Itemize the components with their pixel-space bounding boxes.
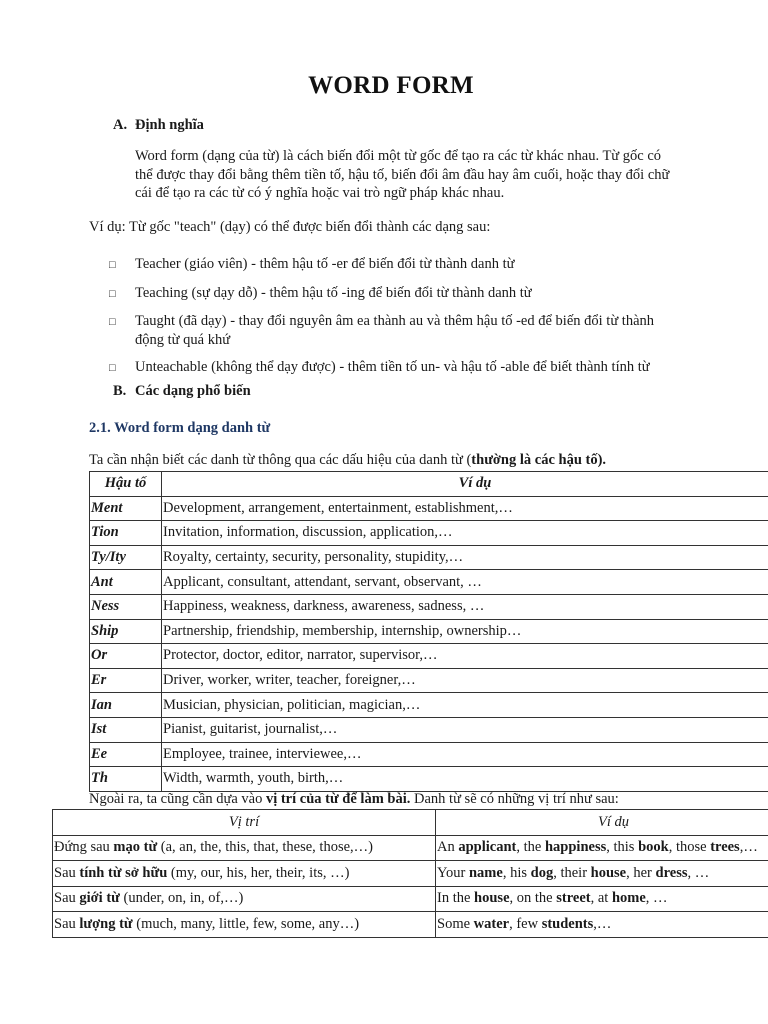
- text-segment: An: [437, 839, 459, 856]
- example-cell: Invitation, information, discussion, application,…: [162, 521, 768, 546]
- table-row: [90, 693, 768, 718]
- definition-line: Word form (dạng của từ) là cách biến đổi một từ gốc để tạo ra các từ khác nhau. Từ gốc có: [135, 148, 662, 164]
- example-cell: Applicant, consultant, attendant, servant, observant, …: [162, 570, 768, 595]
- table-row: [90, 521, 768, 546]
- example-cell: Partnership, friendship, membership, internship, ownership…: [162, 619, 768, 644]
- text-segment: Đứng sau: [54, 839, 114, 856]
- bold-segment: tính từ sở hữu: [79, 864, 168, 881]
- example-cell: [436, 886, 768, 912]
- text-segment: ,…: [739, 839, 758, 856]
- table-row: [90, 594, 768, 619]
- example-cell: Musician, physician, politician, magician,…: [162, 693, 768, 718]
- suffix-cell: Ist: [90, 717, 162, 742]
- section-a-letter: A.: [113, 117, 128, 133]
- table-row: [90, 619, 768, 644]
- bullet-list: [109, 255, 749, 378]
- section-b-title: Các dạng phổ biến: [135, 383, 251, 399]
- position-cell: [53, 861, 436, 887]
- text-segment: Sau: [54, 890, 80, 907]
- subsection-heading: 2.1. Word form dạng danh từ: [89, 420, 271, 436]
- text-segment: ,…: [593, 915, 612, 932]
- text-segment: , their: [553, 864, 591, 881]
- position-intro: [89, 791, 619, 808]
- suffix-cell: Or: [90, 644, 162, 669]
- text-segment: , this: [606, 839, 639, 856]
- position-intro-bold: vị trí của từ để làm bài.: [265, 791, 411, 807]
- suffix-cell: Ty/Ity: [90, 545, 162, 570]
- bold-segment: dress: [655, 864, 688, 881]
- text-segment: , her: [626, 864, 656, 881]
- text-segment: (my, our, his, her, their, its, …): [167, 864, 350, 881]
- example-cell: Development, arrangement, entertainment, establishment,…: [162, 496, 768, 521]
- example-cell: Driver, worker, writer, teacher, foreigner,…: [162, 668, 768, 693]
- text-segment: Sau: [54, 915, 80, 932]
- table-row: [90, 717, 768, 742]
- example-cell: Protector, doctor, editor, narrator, supervisor,…: [162, 644, 768, 669]
- example-cell: Royalty, certainty, security, personality, stupidity,…: [162, 545, 768, 570]
- text-segment: , on the: [509, 890, 557, 907]
- definition-paragraph: [135, 147, 669, 203]
- suffix-cell: Ee: [90, 742, 162, 767]
- position-cell: [53, 912, 436, 938]
- table-row: [90, 545, 768, 570]
- bold-segment: giới từ: [79, 890, 120, 907]
- suffix-cell: Ian: [90, 693, 162, 718]
- table-row: [90, 742, 768, 767]
- column-header: Hậu tố: [90, 472, 162, 497]
- bold-segment: dog: [530, 864, 554, 881]
- text-segment: , the: [516, 839, 545, 856]
- text-segment: , …: [687, 864, 710, 881]
- checkbox-bullet-icon: □: [109, 259, 116, 271]
- example-cell: [436, 912, 768, 938]
- list-item: [109, 358, 749, 378]
- bold-segment: mạo từ: [113, 839, 158, 856]
- text-segment: , few: [509, 915, 542, 932]
- column-header: Ví dụ: [162, 472, 768, 497]
- example-cell: [436, 861, 768, 887]
- suffix-cell: Tion: [90, 521, 162, 546]
- example-cell: Happiness, weakness, darkness, awareness, sadness, …: [162, 594, 768, 619]
- section-a-heading: [113, 117, 204, 134]
- text-segment: In the: [437, 890, 475, 907]
- list-item: [109, 255, 749, 275]
- example-cell: Width, warmth, youth, birth,…: [162, 767, 768, 792]
- bold-segment: water: [473, 915, 510, 932]
- table-row: [90, 767, 768, 792]
- table-row: [90, 668, 768, 693]
- position-table: [52, 809, 768, 938]
- text-segment: , …: [645, 890, 668, 907]
- bold-segment: name: [468, 864, 503, 881]
- position-cell: [53, 835, 436, 861]
- page-title: WORD FORM: [308, 72, 474, 99]
- bold-segment: street: [556, 890, 591, 907]
- example-cell: Employee, trainee, interviewee,…: [162, 742, 768, 767]
- column-header: Vị trí: [53, 810, 436, 836]
- text-segment: (a, an, the, this, that, these, those,…): [157, 839, 373, 856]
- list-item: [109, 284, 749, 304]
- definition-line: thể được thay đổi bằng thêm tiền tố, hậu tố, biến đổi âm đầu hay âm cuối, hoặc thay đổi chữ: [135, 166, 670, 183]
- example-cell: Pianist, guitarist, journalist,…: [162, 717, 768, 742]
- bullet-text: Teacher (giáo viên) - thêm hậu tố -er để biến đổi từ thành danh từ: [135, 256, 515, 272]
- table-row: [53, 912, 768, 938]
- position-intro-text: Ngoài ra, ta cũng cần dựa vào: [89, 791, 266, 807]
- suffix-cell: Ness: [90, 594, 162, 619]
- checkbox-bullet-icon: □: [109, 316, 116, 328]
- bold-segment: applicant: [458, 839, 517, 856]
- bold-segment: home: [611, 890, 646, 907]
- bold-segment: happiness: [544, 839, 607, 856]
- bold-segment: house: [590, 864, 627, 881]
- text-segment: Your: [437, 864, 469, 881]
- table-header-row: [53, 810, 768, 836]
- table-row: [90, 644, 768, 669]
- noun-intro: [89, 452, 606, 469]
- bullet-text: Taught (đã dạy) - thay đổi nguyên âm ea thành au và thêm hậu tố -ed để biến đổi từ thành: [135, 313, 655, 329]
- bold-segment: students: [541, 915, 594, 932]
- list-item: [109, 312, 749, 349]
- example-cell: [436, 835, 768, 861]
- text-segment: (under, on, in, of,…): [119, 890, 244, 907]
- position-cell: [53, 886, 436, 912]
- section-b-letter: B.: [113, 383, 127, 399]
- table-row: [53, 886, 768, 912]
- bold-segment: lượng từ: [79, 915, 133, 932]
- bold-segment: trees: [710, 839, 740, 856]
- definition-line: cái để tạo ra các từ có ý nghĩa hoặc vai trò ngữ pháp khác nhau.: [135, 185, 505, 201]
- text-segment: , those: [668, 839, 711, 856]
- text-segment: , at: [590, 890, 612, 907]
- column-header: Ví dụ: [436, 810, 768, 836]
- suffix-cell: Th: [90, 767, 162, 792]
- text-segment: Sau: [54, 864, 80, 881]
- position-intro-text-end: Danh từ sẽ có những vị trí như sau:: [410, 791, 619, 807]
- bold-segment: book: [638, 839, 669, 856]
- bullet-text: Teaching (sự dạy dỗ) - thêm hậu tố -ing để biến đổi từ thành danh từ: [135, 284, 532, 301]
- bullet-text: động từ quá khứ: [135, 331, 231, 348]
- text-segment: Some: [437, 915, 474, 932]
- bold-segment: house: [474, 890, 510, 907]
- section-b-heading: [113, 383, 251, 400]
- suffix-cell: Ant: [90, 570, 162, 595]
- suffix-cell: Ment: [90, 496, 162, 521]
- noun-intro-text: Ta cần nhận biết các danh từ thông qua các dấu hiệu của danh từ (: [89, 452, 472, 468]
- example-intro: Ví dụ: Từ gốc "teach" (dạy) có thể được biến đổi thành các dạng sau:: [89, 219, 491, 235]
- section-a-title: Định nghĩa: [135, 117, 204, 133]
- table-row: [53, 835, 768, 861]
- checkbox-bullet-icon: □: [109, 362, 116, 374]
- table-row: [53, 861, 768, 887]
- noun-intro-bold: thường là các hậu tố).: [471, 452, 607, 468]
- text-segment: (much, many, little, few, some, any…): [132, 915, 360, 932]
- bullet-text: Unteachable (không thể dạy được) - thêm tiền tố un- và hậu tố -able để biết thành tính từ: [135, 359, 650, 375]
- text-segment: , his: [502, 864, 531, 881]
- table-header-row: [90, 472, 768, 497]
- table-row: [90, 496, 768, 521]
- table-row: [90, 570, 768, 595]
- suffix-cell: Er: [90, 668, 162, 693]
- checkbox-bullet-icon: □: [109, 287, 116, 300]
- suffix-table: [89, 471, 768, 792]
- suffix-cell: Ship: [90, 619, 162, 644]
